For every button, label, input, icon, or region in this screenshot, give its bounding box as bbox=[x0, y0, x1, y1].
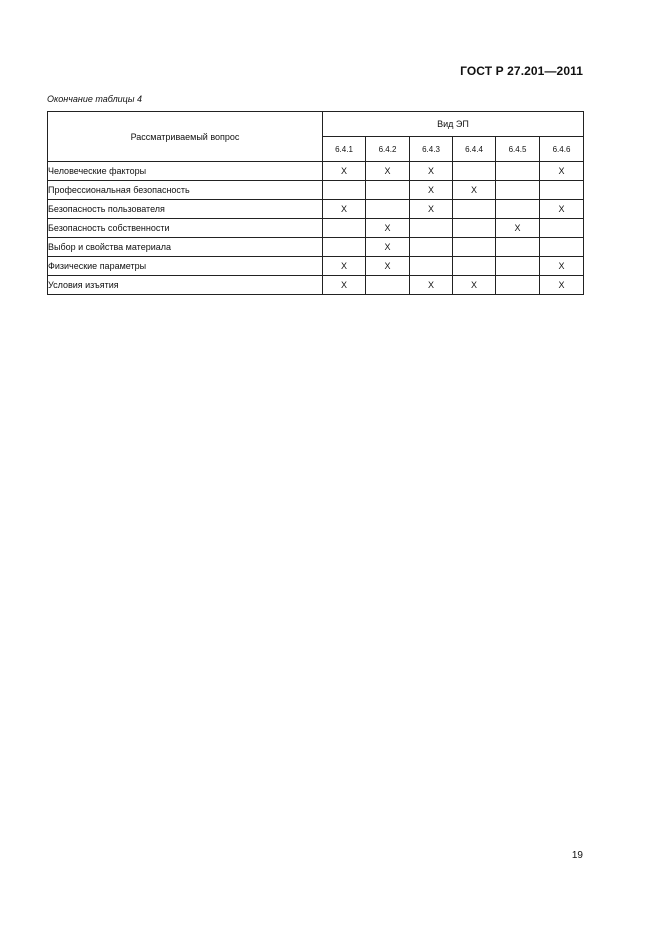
comparison-table bbox=[47, 111, 584, 295]
table-cell: X bbox=[366, 257, 410, 276]
table-cell bbox=[540, 238, 584, 257]
table-cell bbox=[410, 238, 453, 257]
table-cell bbox=[453, 219, 496, 238]
table-cell: X bbox=[323, 200, 366, 219]
table-row bbox=[48, 257, 584, 276]
table-caption: Окончание таблицы 4 bbox=[47, 94, 142, 104]
table-cell: X bbox=[410, 276, 453, 295]
row-label: Человеческие факторы bbox=[48, 162, 323, 181]
table-cell bbox=[366, 276, 410, 295]
table-cell bbox=[453, 257, 496, 276]
table-cell bbox=[323, 238, 366, 257]
table-cell: X bbox=[410, 181, 453, 200]
table-cell bbox=[540, 219, 584, 238]
row-label: Безопасность пользователя bbox=[48, 200, 323, 219]
table-cell bbox=[496, 162, 540, 181]
table-cell: X bbox=[453, 181, 496, 200]
column-header: 6.4.4 bbox=[453, 137, 496, 162]
table-cell bbox=[540, 181, 584, 200]
table-cell bbox=[323, 181, 366, 200]
table-cell bbox=[453, 238, 496, 257]
table-row bbox=[48, 200, 584, 219]
document-code: ГОСТ Р 27.201—2011 bbox=[460, 64, 583, 78]
table-cell: X bbox=[323, 257, 366, 276]
column-header: 6.4.6 bbox=[540, 137, 584, 162]
table-cell: X bbox=[453, 276, 496, 295]
row-label: Профессиональная безопасность bbox=[48, 181, 323, 200]
table-cell: X bbox=[366, 162, 410, 181]
row-label: Физические параметры bbox=[48, 257, 323, 276]
row-label: Выбор и свойства материала bbox=[48, 238, 323, 257]
table-row bbox=[48, 181, 584, 200]
page-number: 19 bbox=[571, 850, 583, 861]
table-cell bbox=[496, 238, 540, 257]
table-cell: X bbox=[323, 162, 366, 181]
table-cell: X bbox=[540, 162, 584, 181]
column-header: 6.4.3 bbox=[410, 137, 453, 162]
table-cell bbox=[410, 257, 453, 276]
group-column-header: Вид ЭП bbox=[323, 112, 584, 137]
table-row bbox=[48, 238, 584, 257]
table-cell: X bbox=[410, 200, 453, 219]
table-row bbox=[48, 276, 584, 295]
table-row bbox=[48, 219, 584, 238]
column-header: 6.4.2 bbox=[366, 137, 410, 162]
table-row bbox=[48, 162, 584, 181]
table-cell bbox=[453, 162, 496, 181]
table-cell: X bbox=[540, 200, 584, 219]
table-cell bbox=[323, 219, 366, 238]
table-cell bbox=[453, 200, 496, 219]
issue-column-header: Рассматриваемый вопрос bbox=[48, 112, 323, 162]
table-cell bbox=[496, 181, 540, 200]
table-cell bbox=[496, 257, 540, 276]
table-cell: X bbox=[410, 162, 453, 181]
column-header: 6.4.1 bbox=[323, 137, 366, 162]
table-cell: X bbox=[540, 257, 584, 276]
table-cell bbox=[366, 200, 410, 219]
table-cell bbox=[410, 219, 453, 238]
table-cell bbox=[366, 181, 410, 200]
table-cell: X bbox=[366, 238, 410, 257]
table-cell bbox=[496, 200, 540, 219]
row-label: Условия изъятия bbox=[48, 276, 323, 295]
row-label: Безопасность собственности bbox=[48, 219, 323, 238]
table-cell bbox=[496, 276, 540, 295]
table-cell: X bbox=[496, 219, 540, 238]
table-cell: X bbox=[540, 276, 584, 295]
table-cell: X bbox=[323, 276, 366, 295]
table-cell: X bbox=[366, 219, 410, 238]
column-header: 6.4.5 bbox=[496, 137, 540, 162]
